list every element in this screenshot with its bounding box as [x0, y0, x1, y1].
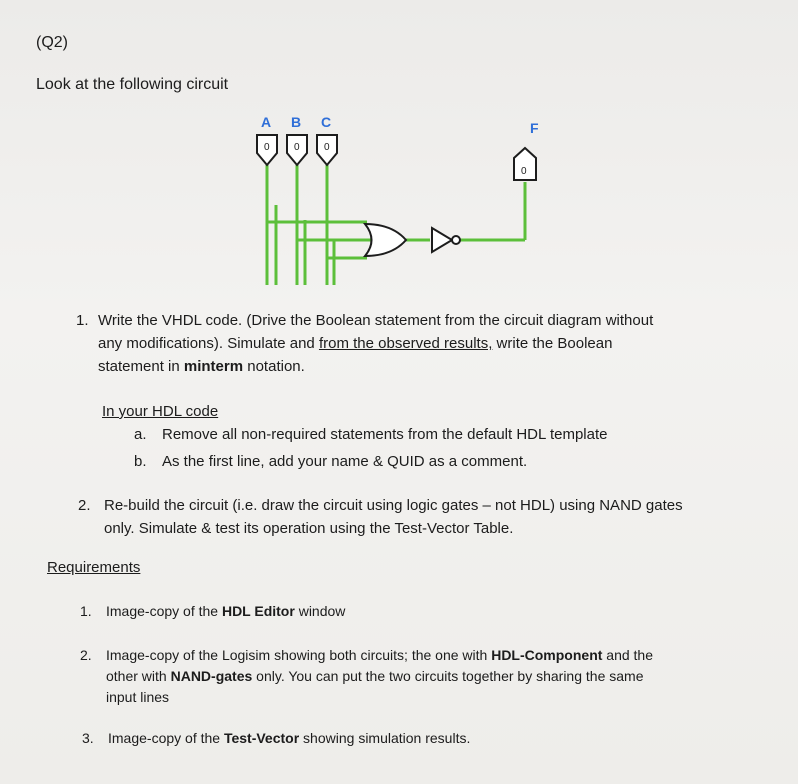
wires [267, 165, 525, 285]
hdl-item-a: a. Remove all non-required statements from the default HDL template [134, 426, 608, 443]
input-c-value: 0 [324, 142, 330, 153]
question-label: (Q2) [36, 34, 68, 51]
or-gate-icon [365, 224, 406, 256]
minterm-term: minterm [183, 358, 244, 375]
output-f-value: 0 [521, 166, 527, 177]
output-label-f: F [530, 120, 539, 136]
hdl-heading: In your HDL code [102, 403, 219, 420]
input-b-value: 0 [294, 142, 300, 153]
task-1-line-1: Write the VHDL code. (Drive the Boolean statement from the circuit diagram without [98, 312, 654, 329]
requirement-2: 2. Image-copy of the Logisim showing both circuits; the one with HDL-Component and the other with NAND-gates only. You can put the two circuits together by sharing the same input lines [80, 647, 654, 705]
requirement-3: 3. Image-copy of the Test-Vector showing simulation results. [82, 730, 471, 746]
hdl-item-b: b. As the first line, add your name & QUID as a comment. [134, 453, 528, 470]
input-label-b: B [291, 114, 302, 130]
circuit-diagram [0, 0, 798, 300]
input-a-value: 0 [264, 142, 270, 153]
not-gate-icon [432, 228, 460, 252]
requirements-heading: Requirements [47, 559, 141, 576]
intro-text: Look at the following circuit [36, 76, 229, 93]
input-label-c: C [321, 114, 332, 130]
requirement-1: 1. Image-copy of the HDL Editor window [80, 603, 346, 619]
observed-results-link: from the observed results, [318, 335, 493, 352]
input-label-a: A [261, 114, 272, 130]
task-1: 1. Write the VHDL code. (Drive the Boolean statement from the circuit diagram without any modifications). Simulate and from the observed results, write the Boolean statement in minterm notation. [76, 309, 653, 378]
task-1-number: 1. [76, 312, 89, 329]
task-2: 2. Re-build the circuit (i.e. draw the circuit using logic gates – not HDL) using NAND gates only. Simulate & test its operation using the Test-Vector Table. [78, 497, 683, 537]
